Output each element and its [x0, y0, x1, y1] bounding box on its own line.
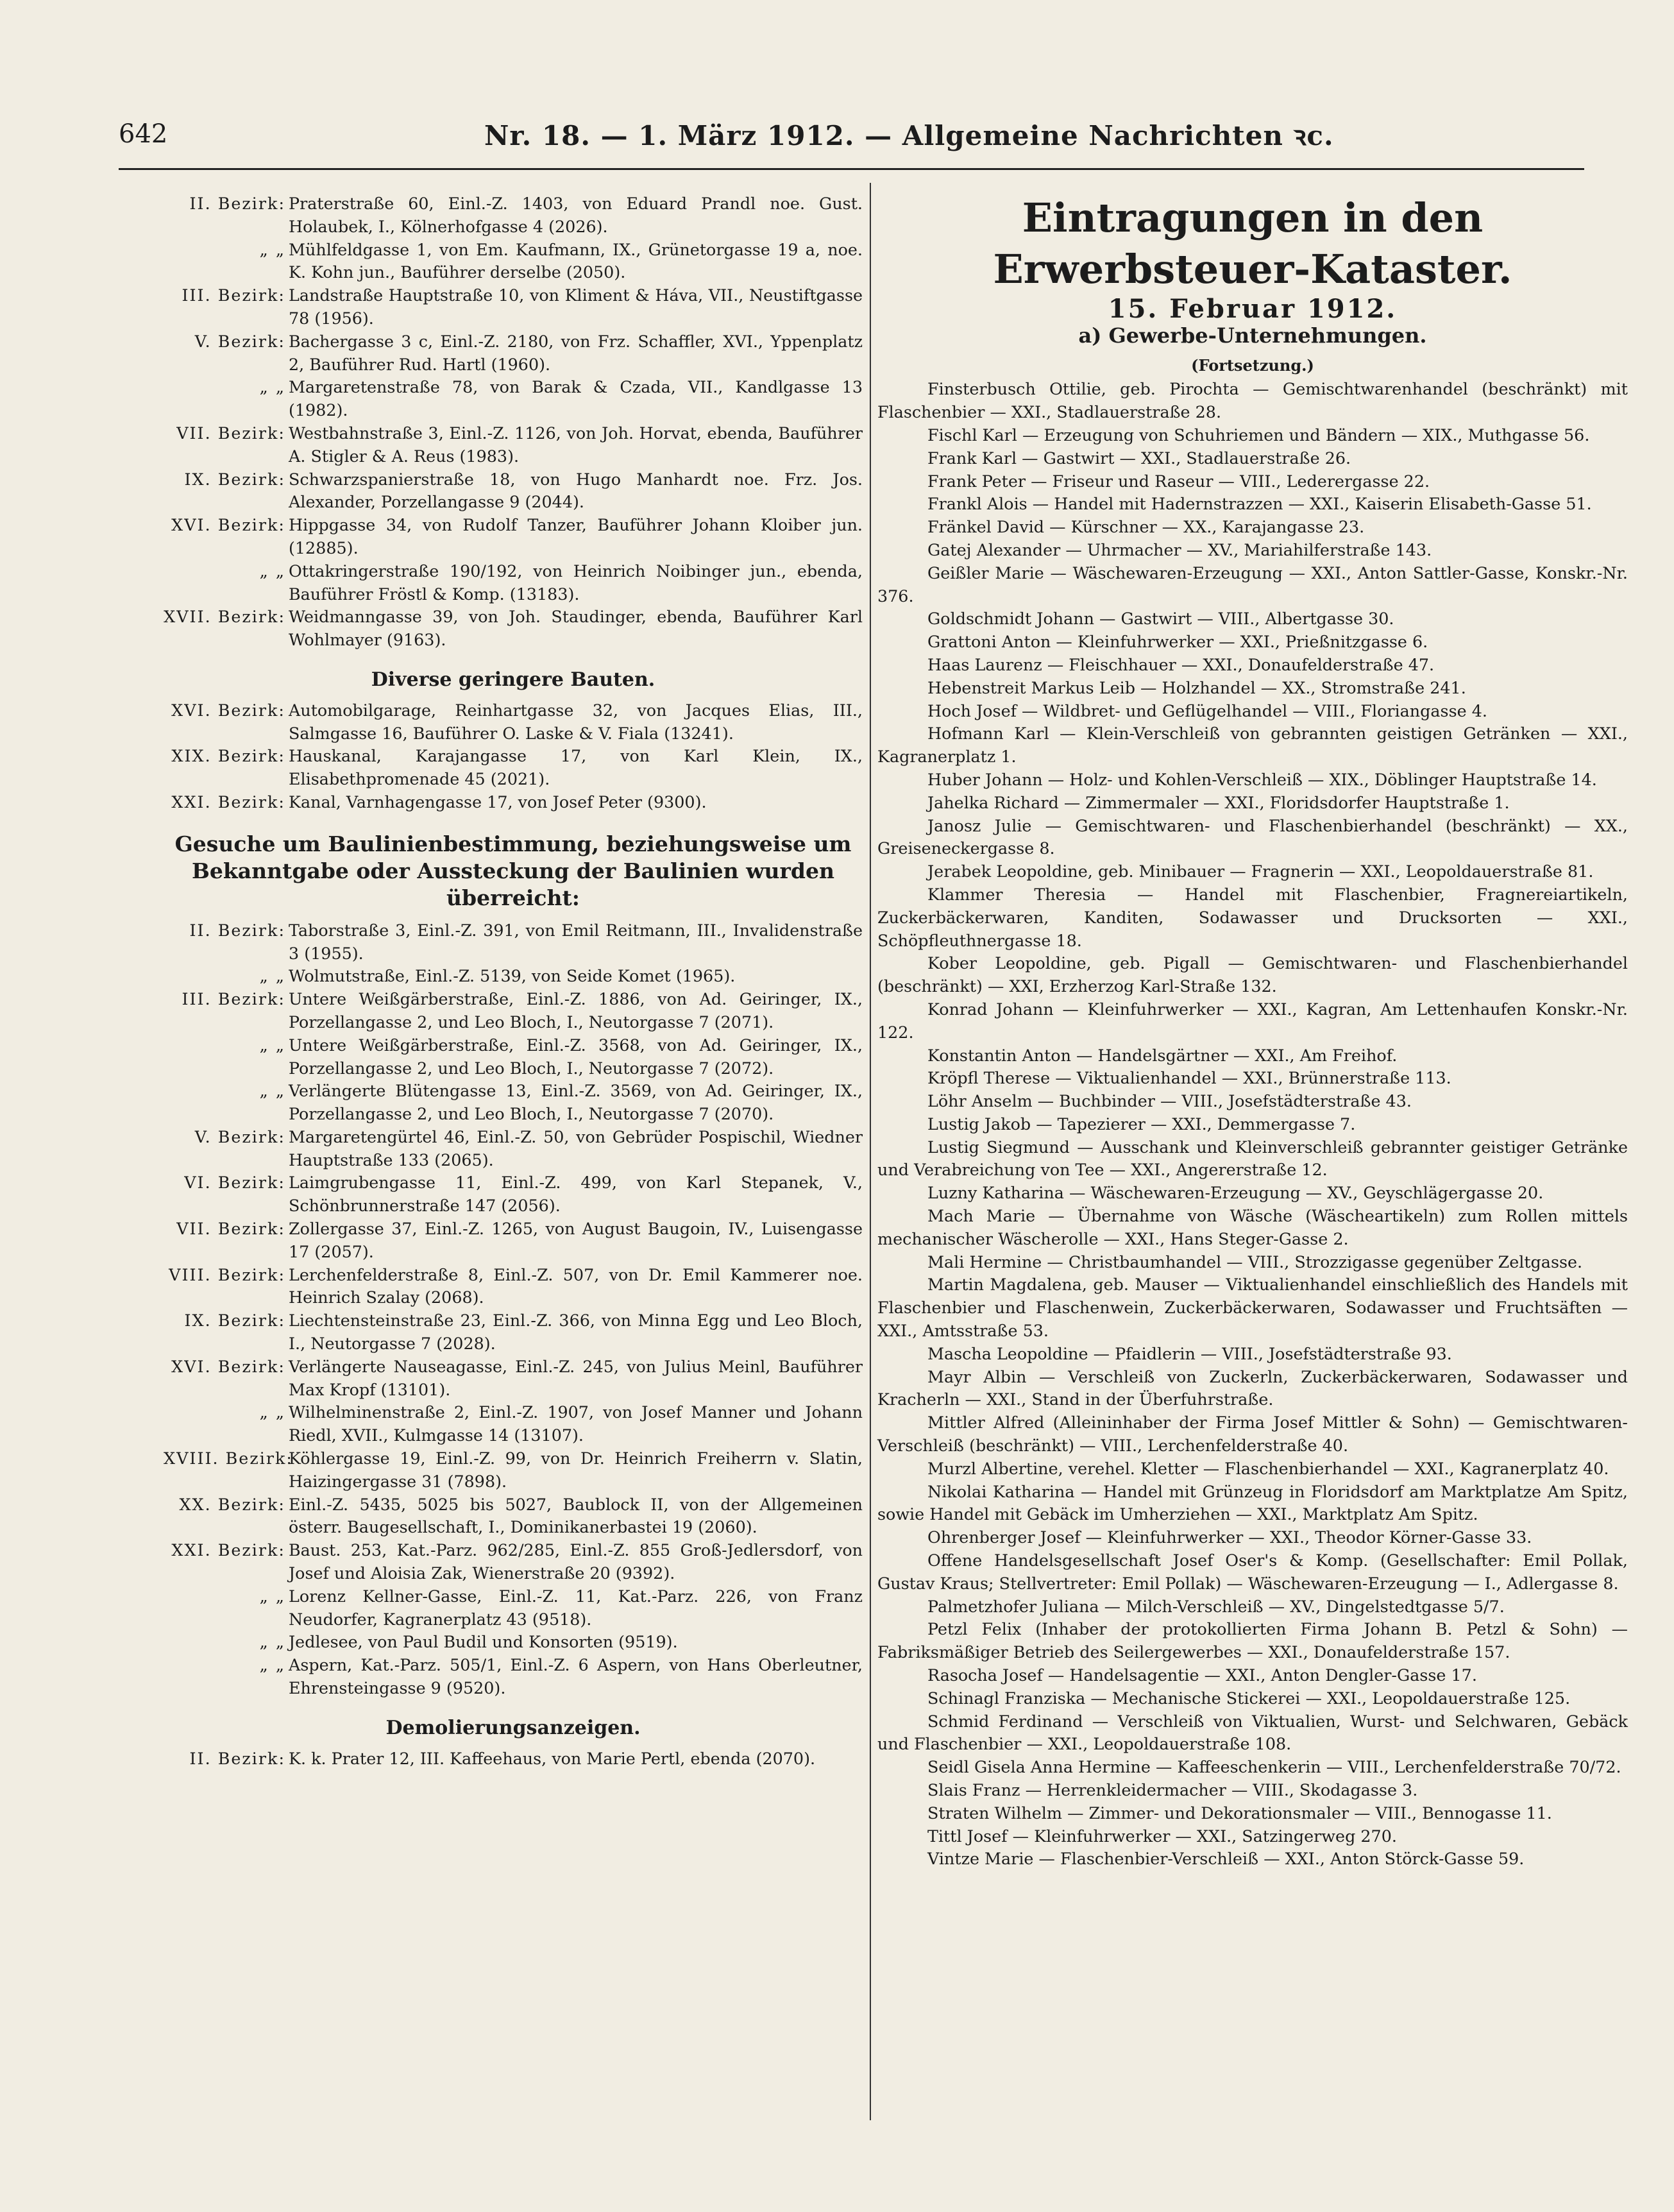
permit-text: Mühlfeldgasse 1, von Em. Kaufmann, IX., Grünetorgasse 19 a, noe. K. Kohn jun., Bauführer derselbe (2050).: [289, 239, 863, 282]
tax-register-title: Eintragungen in den Erwerbsteuer-Kataster.: [993, 194, 1512, 293]
trade-entry: Kröpfl Therese — Viktualienhandel — XXI., Brünnerstraße 113.: [927, 1068, 1451, 1088]
trade-entry: Hofmann Karl — Klein-Verschleiß von gebrannten geistigen Getränken — XXI., Kagranerplatz 1.: [877, 724, 1628, 767]
permit-entry: [164, 1539, 863, 1585]
trade-entry: Rasocha Josef — Handelsagentie — XXI., Anton Dengler-Gasse 17.: [927, 1665, 1477, 1685]
district-label: XVII. Bezirk:: [164, 607, 285, 627]
trade-entry: Lustig Jakob — Tapezierer — XXI., Demmergasse 7.: [927, 1114, 1356, 1134]
district-label: XVI. Bezirk:: [171, 515, 285, 535]
permit-entry: [164, 1493, 863, 1540]
section-heading-minor-buildings: Diverse geringere Bauten.: [371, 668, 655, 691]
permit-text: Untere Weißgärberstraße, Einl.-Z. 1886, von Ad. Geiringer, IX., Porzellangasse 2, und Leo Bloch, I., Neutorgasse 7 (2071).: [289, 989, 863, 1032]
district-label: XXI. Bezirk:: [171, 1540, 285, 1560]
trade-entry: Goldschmidt Johann — Gastwirt — VIII., Albertgasse 30.: [927, 609, 1394, 629]
permit-entry: [164, 791, 863, 814]
permit-entry: [164, 1631, 863, 1654]
trade-entry: Grattoni Anton — Kleinfuhrwerker — XXI., Prießnitzgasse 6.: [927, 632, 1428, 652]
permit-text: Lerchenfelderstraße 8, Einl.-Z. 507, von Dr. Emil Kammerer noe. Heinrich Szalay (2068).: [289, 1264, 863, 1307]
trade-entry: Geißler Marie — Wäschewaren-Erzeugung — XXI., Anton Sattler-Gasse, Konskr.-Nr. 376.: [877, 563, 1628, 606]
trade-entry: Mascha Leopoldine — Pfaidlerin — VIII., Josefstädterstraße 93.: [927, 1343, 1452, 1363]
trade-entry: Petzl Felix (Inhaber der protokollierten Firma Johann B. Petzl & Sohn) — Fabriksmäßiger Betrieb des Seilergewerbes — XXI., Donaufelderstraße 157.: [877, 1619, 1628, 1662]
permit-entry: [164, 1585, 863, 1631]
permit-text: Untere Weißgärberstraße, Einl.-Z. 3568, von Ad. Geiringer, IX., Porzellangasse 2, und Leo Bloch, I., Neutorgasse 7 (2072).: [289, 1035, 863, 1078]
district-label: III. Bezirk:: [182, 989, 285, 1009]
district-label: II. Bezirk:: [189, 194, 285, 213]
trade-entry: Schmid Ferdinand — Verschleiß von Viktualien, Wurst- und Selchwaren, Gebäck und Flaschenbier — XXI., Leopoldauerstraße 108.: [877, 1711, 1628, 1754]
permit-entry: [164, 1401, 863, 1447]
trade-entry: Frank Karl — Gastwirt — XXI., Stadlauerstraße 26.: [927, 448, 1351, 468]
district-label: XVIII. Bezirk:: [164, 1449, 293, 1468]
permit-text: Kanal, Varnhagengasse 17, von Josef Peter (9300).: [289, 792, 707, 812]
district-label: XVI. Bezirk:: [171, 1356, 285, 1376]
permit-entry: [164, 330, 863, 377]
permit-text: Margaretenstraße 78, von Barak & Czada, VII., Kandlgasse 13 (1982).: [289, 377, 863, 420]
permit-entry: [164, 1654, 863, 1700]
trade-entry: Kober Leopoldine, geb. Pigall — Gemischtwaren- und Flaschenbierhandel (beschränkt) — XXI, Erzherzog Karl-Straße 132.: [877, 953, 1628, 996]
trade-entry: Martin Magdalena, geb. Mauser — Viktualienhandel einschließlich des Handels mit Flaschenbier und Flaschenwein, Zuckerbäckerwaren, Sodawasser und Fruchtsäften — XXI., Amtsstraße 53.: [877, 1275, 1628, 1341]
trade-entry: Frank Peter — Friseur und Raseur — VIII., Lederergasse 22.: [927, 471, 1430, 491]
permit-text: Hauskanal, Karajangasse 17, von Karl Klein, IX., Elisabethpromenade 45 (2021).: [289, 746, 863, 789]
trade-entry: Fischl Karl — Erzeugung von Schuhriemen und Bändern — XIX., Muthgasse 56.: [927, 425, 1590, 445]
permit-text: Schwarzspanierstraße 18, von Hugo Manhardt noe. Frz. Jos. Alexander, Porzellangasse 9 (2044).: [289, 469, 863, 512]
trade-entry: Slais Franz — Herrenkleidermacher — VIII., Skodagasse 3.: [927, 1780, 1418, 1799]
trade-entry: Mayr Albin — Verschleiß von Zuckerln, Zuckerbäckerwaren, Sodawasser und Kracherln — XXI., Stand in der Überfuhrstraße.: [877, 1366, 1628, 1409]
trade-entry: Janosz Julie — Gemischtwaren- und Flaschenbierhandel (beschränkt) — XX., Greiseneckergasse 8.: [877, 815, 1628, 858]
trade-entry: Tittl Josef — Kleinfuhrwerker — XXI., Satzingerweg 270.: [927, 1826, 1397, 1846]
section-heading-building-lines: Gesuche um Baulinienbestimmung, beziehungsweise um Bekanntgabe oder Aussteckung der Baulinien wurden überreicht:: [174, 831, 852, 910]
permit-entry: [164, 988, 863, 1034]
right-column: [877, 192, 1628, 1871]
permit-entry: [164, 1447, 863, 1493]
permit-text: Lorenz Kellner-Gasse, Einl.-Z. 11, Kat.-Parz. 226, von Franz Neudorfer, Kagranerplatz 43 (9518).: [289, 1586, 863, 1629]
permit-entry: [164, 1309, 863, 1356]
permit-entry: [164, 699, 863, 745]
left-column: [164, 192, 863, 1770]
permit-entry: [164, 376, 863, 422]
district-label: VI. Bezirk:: [184, 1173, 285, 1193]
district-label: VII. Bezirk:: [176, 423, 285, 443]
permit-text: Weidmanngasse 39, von Joh. Staudinger, ebenda, Bauführer Karl Wohlmayer (9163).: [289, 607, 863, 650]
permit-text: K. k. Prater 12, III. Kaffeehaus, von Marie Pertl, ebenda (2070).: [289, 1748, 816, 1768]
register-date: 15. Februar 1912.: [1108, 294, 1398, 324]
permit-text: Bachergasse 3 c, Einl.-Z. 2180, von Frz. Schaffler, XVI., Yppenplatz 2, Bauführer Rud. Hartl (1960).: [289, 331, 863, 374]
permit-text: Landstraße Hauptstraße 10, von Kliment & Háva, VII., Neustiftgasse 78 (1956).: [289, 285, 863, 328]
district-label: „ „: [259, 1586, 285, 1606]
trade-entry: Nikolai Katharina — Handel mit Grünzeug in Floridsdorf am Marktplatze Am Spitz, sowie Handel mit Gebäck im Umherziehen — XXI., Marktplatz Am Spitz.: [877, 1481, 1628, 1524]
header-rule: [119, 168, 1584, 170]
trade-entry: Mittler Alfred (Alleininhaber der Firma Josef Mittler & Sohn) — Gemischtwaren-Verschleiß (beschränkt) — VIII., Lerchenfelderstraße 40.: [877, 1413, 1628, 1456]
permit-entry: [164, 514, 863, 560]
column-divider: [870, 183, 871, 2120]
district-label: „ „: [259, 561, 285, 581]
district-label: „ „: [259, 1035, 285, 1055]
district-label: „ „: [259, 966, 285, 986]
permit-text: Wolmutstraße, Einl.-Z. 5139, von Seide Komet (1965).: [289, 966, 736, 986]
trade-entry: Offene Handelsgesellschaft Josef Oser's & Komp. (Gesellschafter: Emil Pollak, Gustav Kraus; Stellvertreter: Emil Pollak) — Wäschewaren-Erzeugung — I., Adlergasse 8.: [877, 1551, 1628, 1593]
permit-text: Westbahnstraße 3, Einl.-Z. 1126, von Joh. Horvat, ebenda, Bauführer A. Stigler & A. Reus (1983).: [289, 423, 863, 466]
permit-entry: [164, 468, 863, 515]
trade-entry: Schinagl Franziska — Mechanische Stickerei — XXI., Leopoldauerstraße 125.: [927, 1688, 1571, 1708]
permit-text: Laimgrubengasse 11, Einl.-Z. 499, von Karl Stepanek, V., Schönbrunnerstraße 147 (2056).: [289, 1173, 863, 1216]
trade-entry: Mali Hermine — Christbaumhandel — VIII., Strozzigasse gegenüber Zeltgasse.: [927, 1252, 1583, 1272]
permit-entry: [164, 1034, 863, 1080]
district-label: „ „: [259, 1081, 285, 1101]
permit-text: Jedlesee, von Paul Budil und Konsorten (9519).: [289, 1632, 678, 1652]
permit-entry: [164, 284, 863, 330]
district-label: XVI. Bezirk:: [171, 700, 285, 720]
permit-entry: [164, 192, 863, 239]
trade-entry: Palmetzhofer Juliana — Milch-Verschleiß — XV., Dingelstedtgasse 5/7.: [927, 1596, 1505, 1616]
trade-entry: Jerabek Leopoldine, geb. Minibauer — Fragnerin — XXI., Leopoldauerstraße 81.: [927, 862, 1594, 881]
permit-text: Baust. 253, Kat.-Parz. 962/285, Einl.-Z. 855 Groß-Jedlersdorf, von Josef und Aloisia Zak, Wienerstraße 20 (9392).: [289, 1540, 863, 1583]
district-label: „ „: [259, 239, 285, 259]
building-lines-list: [164, 919, 863, 1700]
trade-entry: Lustig Siegmund — Ausschank und Kleinverschleiß gebrannter geistiger Getränke und Verabreichung von Tee — XXI., Angererstraße 12.: [877, 1137, 1628, 1180]
trade-entry: Hebenstreit Markus Leib — Holzhandel — XX., Stromstraße 241.: [927, 677, 1466, 697]
permit-text: Köhlergasse 19, Einl.-Z. 99, von Dr. Heinrich Freiherrn v. Slatin, Haizingergasse 31 (7898).: [289, 1449, 863, 1491]
trade-entry: Straten Wilhelm — Zimmer- und Dekorationsmaler — VIII., Bennogasse 11.: [927, 1803, 1552, 1823]
district-label: XXI. Bezirk:: [171, 792, 285, 812]
permit-text: Liechtensteinstraße 23, Einl.-Z. 366, von Minna Egg und Leo Bloch, I., Neutorgasse 7 (2028).: [289, 1311, 863, 1354]
trade-entry: Löhr Anselm — Buchbinder — VIII., Josefstädterstraße 43.: [927, 1091, 1412, 1111]
permit-entry: [164, 919, 863, 966]
trade-entry: Konstantin Anton — Handelsgärtner — XXI., Am Freihof.: [927, 1045, 1398, 1065]
district-label: „ „: [259, 377, 285, 397]
permit-entry: [164, 422, 863, 468]
permit-entry: [164, 239, 863, 285]
trade-entry: Jahelka Richard — Zimmermaler — XXI., Floridsdorfer Hauptstraße 1.: [927, 792, 1510, 812]
permit-text: Verlängerte Nauseagasse, Einl.-Z. 245, von Julius Meinl, Bauführer Max Kropf (13101).: [289, 1356, 863, 1399]
permit-entry: [164, 1218, 863, 1264]
trade-entry: Haas Laurenz — Fleischhauer — XXI., Donaufelderstraße 47.: [927, 654, 1435, 674]
permit-text: Praterstraße 60, Einl.-Z. 1403, von Eduard Prandl noe. Gust. Holaubek, I., Kölnerhofgasse 4 (2026).: [289, 194, 863, 236]
permit-text: Verlängerte Blütengasse 13, Einl.-Z. 3569, von Ad. Geiringer, IX., Porzellangasse 2, und Leo Bloch, I., Neutorgasse 7 (2070).: [289, 1081, 863, 1124]
district-label: III. Bezirk:: [182, 285, 285, 305]
page-number: 642: [119, 119, 168, 149]
district-label: IX. Bezirk:: [184, 1311, 285, 1331]
permit-text: Wilhelminenstraße 2, Einl.-Z. 1907, von Josef Manner und Johann Riedl, XVII., Kulmgasse 14 (13107).: [289, 1402, 863, 1445]
permit-entry: [164, 606, 863, 652]
district-label: „ „: [259, 1402, 285, 1422]
district-label: II. Bezirk:: [189, 1748, 285, 1768]
trade-entry: Vintze Marie — Flaschenbier-Verschleiß — XXI., Anton Störck-Gasse 59.: [927, 1849, 1525, 1869]
trade-entry: Huber Johann — Holz- und Kohlen-Verschleiß — XIX., Döblinger Hauptstraße 14.: [927, 769, 1597, 789]
trade-entry: Murzl Albertine, verehel. Kletter — Flaschenbierhandel — XXI., Kagranerplatz 40.: [927, 1458, 1609, 1478]
permit-text: Zollergasse 37, Einl.-Z. 1265, von August Baugoin, IV., Luisengasse 17 (2057).: [289, 1219, 863, 1261]
district-label: „ „: [259, 1632, 285, 1652]
permit-entry: [164, 1748, 863, 1771]
page-header: [119, 113, 1584, 158]
trade-entry: Seidl Gisela Anna Hermine — Kaffeeschenkerin — VIII., Lerchenfelderstraße 70/72.: [927, 1757, 1621, 1777]
permit-text: Aspern, Kat.-Parz. 505/1, Einl.-Z. 6 Aspern, von Hans Oberleutner, Ehrensteingasse 9 (9520).: [289, 1655, 863, 1698]
permit-text: Automobilgarage, Reinhartgasse 32, von Jacques Elias, III., Salmgasse 16, Bauführer O. Laske & V. Fiala (13241).: [289, 700, 863, 743]
trade-entry: Ohrenberger Josef — Kleinfuhrwerker — XXI., Theodor Körner-Gasse 33.: [927, 1527, 1532, 1547]
permit-entry: [164, 1264, 863, 1310]
trade-entry: Frankl Alois — Handel mit Hadernstrazzen — XXI., Kaiserin Elisabeth-Gasse 51.: [927, 494, 1592, 514]
permit-entry: [164, 965, 863, 988]
permit-entry: [164, 1080, 863, 1126]
trade-entry: Finsterbusch Ottilie, geb. Pirochta — Gemischtwarenhandel (beschränkt) mit Flaschenbier — XXI., Stadlauerstraße 28.: [877, 379, 1628, 422]
continuation-note: (Fortsetzung.): [1191, 355, 1314, 375]
district-label: II. Bezirk:: [189, 920, 285, 940]
trade-entry: Luzny Katharina — Wäschewaren-Erzeugung — XV., Geyschlägergasse 20.: [927, 1183, 1544, 1203]
trade-entry: Gatej Alexander — Uhrmacher — XV., Mariahilferstraße 143.: [927, 540, 1432, 559]
building-permits-list: [164, 192, 863, 652]
district-label: XIX. Bezirk:: [171, 746, 285, 766]
permit-entry: [164, 1126, 863, 1172]
district-label: V. Bezirk:: [194, 331, 285, 351]
permit-text: Einl.-Z. 5435, 5025 bis 5027, Baublock II, von der Allgemeinen österr. Baugesellschaft, I., Dominikanerbastei 19 (2060).: [289, 1494, 863, 1537]
permit-text: Ottakringerstraße 190/192, von Heinrich Noibinger jun., ebenda, Bauführer Fröstl & Komp. (13183).: [289, 561, 863, 604]
district-label: V. Bezirk:: [194, 1127, 285, 1146]
demolitions-list: [164, 1748, 863, 1771]
district-label: VIII. Bezirk:: [169, 1264, 285, 1284]
permit-entry: [164, 745, 863, 791]
permit-entry: [164, 560, 863, 606]
running-head: Nr. 18. — 1. März 1912. — Allgemeine Nachrichten ꝛc.: [484, 120, 1334, 151]
trade-entry: Hoch Josef — Wildbret- und Geflügelhandel — VIII., Floriangasse 4.: [927, 701, 1487, 720]
permit-text: Margaretengürtel 46, Einl.-Z. 50, von Gebrüder Pospischil, Wiedner Hauptstraße 133 (2065).: [289, 1127, 863, 1170]
permit-entry: [164, 1171, 863, 1218]
section-heading-demolitions: Demolierungsanzeigen.: [385, 1716, 641, 1739]
register-subtitle: a) Gewerbe-Unternehmungen.: [1078, 323, 1427, 348]
trade-entry: Konrad Johann — Kleinfuhrwerker — XXI., Kagran, Am Lettenhaufen Konskr.-Nr. 122.: [877, 999, 1628, 1042]
permit-text: Hippgasse 34, von Rudolf Tanzer, Bauführer Johann Kloiber jun. (12885).: [289, 515, 863, 557]
trade-registrations-list: [877, 378, 1628, 1871]
district-label: XX. Bezirk:: [179, 1494, 285, 1514]
minor-buildings-list: [164, 699, 863, 814]
district-label: IX. Bezirk:: [184, 469, 285, 489]
permit-entry: [164, 1356, 863, 1402]
permit-text: Taborstraße 3, Einl.-Z. 391, von Emil Reitmann, III., Invalidenstraße 3 (1955).: [289, 920, 863, 963]
trade-entry: Mach Marie — Übernahme von Wäsche (Wäscheartikeln) zum Rollen mittels mechanischer Wäscherolle — XXI., Hans Steger-Gasse 2.: [877, 1206, 1628, 1248]
district-label: VII. Bezirk:: [176, 1219, 285, 1239]
district-label: „ „: [259, 1655, 285, 1675]
trade-entry: Fränkel David — Kürschner — XX., Karajangasse 23.: [927, 517, 1365, 537]
trade-entry: Klammer Theresia — Handel mit Flaschenbier, Fragnereiartikeln, Zuckerbäckerwaren, Kanditen, Sodawasser und Drucksorten — XXI., Schöpfleuthnergasse 18.: [877, 884, 1628, 950]
